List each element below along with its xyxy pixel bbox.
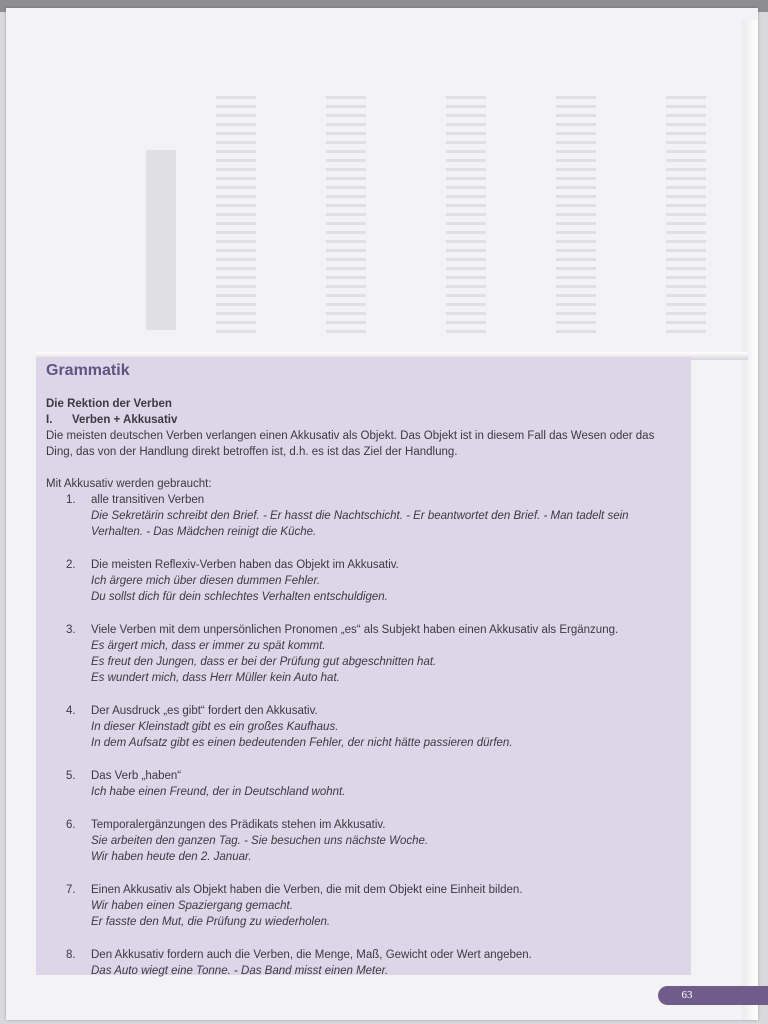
rules-list [46,492,681,979]
item-number: 4. [66,705,76,717]
list-item [46,768,681,800]
grammar-panel [36,357,691,975]
list-item [46,703,681,751]
item-example: Es freut den Jungen, dass er bei der Prüfung gut abgeschnitten hat. [91,656,437,668]
item-number: 7. [66,884,76,896]
page-edge [742,20,758,1020]
item-number: 6. [66,819,76,831]
item-example: Es wundert mich, dass Herr Müller kein Auto hat. [91,672,340,684]
item-example: Ich habe einen Freund, der in Deutschland wohnt. [91,786,346,798]
item-number: 8. [66,949,76,961]
list-item [46,947,681,979]
item-number: 3. [66,624,76,636]
item-text: Den Akkusativ fordern auch die Verben, die Menge, Maß, Gewicht oder Wert angeben. [91,949,532,961]
subheading [46,412,681,428]
subheading-text: Verben + Akkusativ [72,414,178,426]
item-example: Ich ärgere mich über diesen dummen Fehler. [91,575,321,587]
item-text: alle transitiven Verben [91,494,205,506]
page-number: 63 [681,989,693,1001]
subheading-number: I. [46,414,53,426]
item-example: In dem Aufsatz gibt es einen bedeutenden Fehler, der nicht hätte passieren dürfen. [91,737,513,749]
item-text: Einen Akkusativ als Objekt haben die Verben, die mit dem Objekt eine Einheit bilden. [91,884,523,896]
item-example: Die Sekretärin schreibt den Brief. - Er hasst die Nachtschicht. - Er beantwortet den Brief. - Man tadelt sein Verhalten. - Das Mädchen reinigt die Küche. [91,510,629,538]
list-item [46,622,681,686]
item-text: Viele Verben mit dem unpersönlichen Pronomen „es“ als Subjekt haben einen Akkusativ als Ergänzung. [91,624,619,636]
item-example: In dieser Kleinstadt gibt es ein großes Kaufhaus. [91,721,339,733]
list-item [46,882,681,930]
item-example: Es ärgert mich, dass er immer zu spät kommt. [91,640,326,652]
item-number: 2. [66,559,76,571]
item-example: Er fasste den Mut, die Prüfung zu wiederholen. [91,916,331,928]
item-text: Die meisten Reflexiv-Verben haben das Objekt im Akkusativ. [91,559,399,571]
list-item [46,557,681,605]
list-lead: Mit Akkusativ werden gebraucht: [46,478,212,490]
item-text: Der Ausdruck „es gibt“ fordert den Akkusativ. [91,705,318,717]
item-example: Wir haben einen Spaziergang gemacht. [91,900,293,912]
item-example: Das Auto wiegt eine Tonne. - Das Band misst einen Meter. [91,965,389,977]
item-example: Wir haben heute den 2. Januar. [91,851,252,863]
item-example: Du sollst dich für dein schlechtes Verhalten entschuldigen. [91,591,388,603]
list-item [46,492,681,540]
intro-paragraph: Die meisten deutschen Verben verlangen einen Akkusativ als Objekt. Das Objekt ist in diesem Fall das Wesen oder das Ding, das von der Handlung direkt betroffen ist, d.h. es ist das Ziel der Handlung. [46,430,655,458]
item-number: 5. [66,770,76,782]
list-item [46,817,681,865]
item-example: Sie arbeiten den ganzen Tag. - Sie besuchen uns nächste Woche. [91,835,429,847]
section-title: Grammatik [46,362,130,379]
item-text: Das Verb „haben“ [91,770,182,782]
item-number: 1. [66,494,76,506]
item-text: Temporalergänzungen des Prädikats stehen im Akkusativ. [91,819,386,831]
topic-heading: Die Rektion der Verben [46,398,172,410]
